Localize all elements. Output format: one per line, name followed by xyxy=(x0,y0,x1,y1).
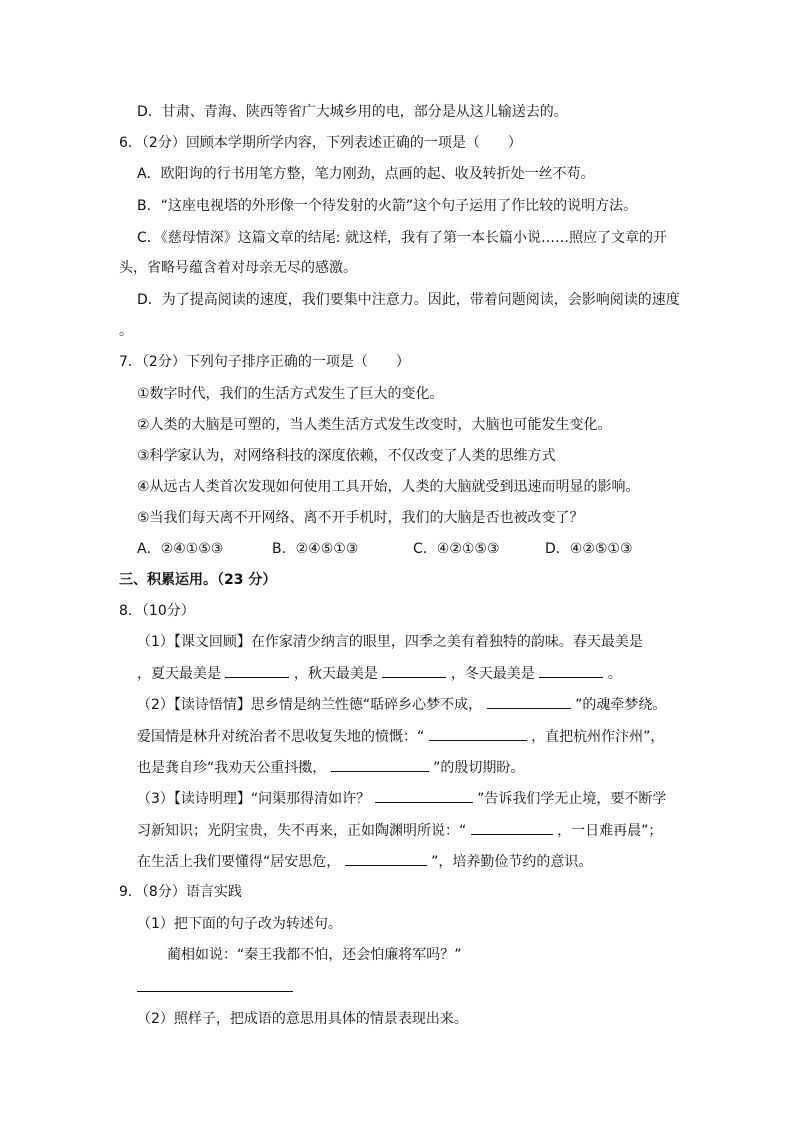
q8-zhuxi-blank[interactable] xyxy=(375,788,473,803)
q8-part2-line3 xyxy=(137,757,524,778)
q5-option-d: D．甘肃、青海、陕西等省广大城乡用的电，部分是从这儿输送去的。 xyxy=(137,104,568,120)
q6-option-c-line2: 头，省略号蕴含着对母亲无尽的感激。 xyxy=(119,260,357,276)
q8-nalan-blank[interactable] xyxy=(487,694,571,709)
q6-option-b: B．“这座电视塔的外形像一个待发射的火箭”这个句子运用了作比较的说明方法。 xyxy=(137,198,638,214)
q8-autumn-blank[interactable] xyxy=(382,663,446,678)
q8-juan-si-wei-blank[interactable] xyxy=(345,851,427,866)
q8-part2-text-e: 也是龚自珍“我劝天公重抖擞， xyxy=(137,760,327,776)
q9-quote: 蔺相如说：“秦王我都不怕，还会怕廉将军吗？” xyxy=(167,947,462,963)
q8-stem: 8．（10分） xyxy=(119,603,195,619)
q8-part1-text-a: ，夏天最美是 xyxy=(137,666,221,682)
q8-part2-text-b: ”的魂牵梦绕。 xyxy=(575,697,667,713)
q8-part1-line1: （1）【课文回顾】在作家清少纳言的眼里，四季之美有着独特的韵味。春天最美是 xyxy=(137,634,643,650)
q6-option-c-line1: C．《慈母情深》这篇文章的结尾: 就这样，我有了第一本长篇小说……照应了文章的开 xyxy=(137,230,667,246)
q8-part3-text-e: 在生活上我们要懂得“居安思危， xyxy=(137,854,341,870)
q6-option-d-line1: D．为了提高阅读的速度，我们要集中注意力。因此，带着问题阅读，会影响阅读的速度 xyxy=(137,292,680,308)
q8-taoyuanming-blank[interactable] xyxy=(471,820,553,835)
section-3-title: 三、积累运用。（23 分） xyxy=(119,572,277,588)
q6-stem: 6．（2分）回顾本学期所学内容，下列表述正确的一项是（ ） xyxy=(119,135,522,151)
q8-part3-line2 xyxy=(137,820,662,841)
q7-option-d: D．④②⑤①③ xyxy=(545,541,633,557)
q6-option-a: A．欧阳询的行书用笔方整，笔力刚劲，点画的起、收及转折处一丝不苟。 xyxy=(137,166,595,182)
q7-option-b: B．②④⑤①③ xyxy=(272,541,359,557)
q8-part2-line2 xyxy=(137,726,664,747)
q7-sentence-2: ②人类的大脑是可塑的，当人类生活方式发生改变时，大脑也可能发生变化。 xyxy=(137,417,612,433)
q8-part3-text-d: ，一日难再晨”； xyxy=(557,823,663,839)
q8-part2-line1 xyxy=(137,694,666,715)
q8-part2-text-a: （2）【读诗悟情】思乡情是纳兰性德“聒碎乡心梦不成， xyxy=(137,697,483,713)
q8-part3-text-f: ”，培养勤俭节约的意识。 xyxy=(431,854,593,870)
q8-winter-blank[interactable] xyxy=(539,663,603,678)
q8-part1-line2 xyxy=(137,663,622,684)
q9-stem: 9．（8分）语言实践 xyxy=(119,884,242,900)
q7-option-c: C．④②①⑤③ xyxy=(413,541,500,557)
q8-summer-blank[interactable] xyxy=(225,663,289,678)
q9-answer-line[interactable] xyxy=(137,991,293,992)
q7-sentence-4: ④从远古人类首次发现如何使用工具开始，人类的大脑就受到迅速而明显的影响。 xyxy=(137,479,640,495)
q8-part3-text-b: ”告诉我们学无止境，要不断学 xyxy=(477,791,667,807)
q6-option-d-line2: 。 xyxy=(119,323,133,339)
q7-option-a: A．②④①⑤③ xyxy=(137,541,224,557)
q9-part1: （1）把下面的句子改为转述句。 xyxy=(137,916,342,932)
q8-part2-text-c: 爱国情是林升对统治者不思收复失地的愤慨：“ xyxy=(137,729,425,745)
q8-part1-text-b: ，秋天最美是 xyxy=(293,666,378,682)
q7-sentence-5: ⑤当我们每天离不开网络、离不开手机时，我们的大脑是否也被改变了？ xyxy=(137,510,584,526)
q8-part3-text-a: （3）【读诗明理】“问渠那得清如许？ xyxy=(137,791,371,807)
q8-part3-line1 xyxy=(137,788,666,809)
q7-stem: 7．（2分）下列句子排序正确的一项是（ ） xyxy=(119,354,410,370)
q7-sentence-3: ③科学家认为，对网络科技的深度依赖，不仅改变了人类的思维方式 xyxy=(137,448,556,464)
q8-part1-text-d: 。 xyxy=(607,666,622,682)
q8-gongzizhen-blank[interactable] xyxy=(331,757,429,772)
q7-sentence-1: ①数字时代，我们的生活方式发生了巨大的变化。 xyxy=(137,386,444,402)
q8-part3-line3 xyxy=(137,851,592,872)
q8-part2-text-d: ，直把杭州作汴州”， xyxy=(531,729,665,745)
q8-part3-text-c: 习新知识；光阴宝贵，失不再来，正如陶渊明所说：“ xyxy=(137,823,467,839)
q9-part2: （2）照样子，把成语的意思用具体的情景表现出来。 xyxy=(137,1011,468,1027)
q8-linsheng-blank[interactable] xyxy=(429,726,527,741)
q8-part2-text-f: ”的殷切期盼。 xyxy=(433,760,525,776)
q8-part1-text-c: ，冬天最美是 xyxy=(450,666,535,682)
